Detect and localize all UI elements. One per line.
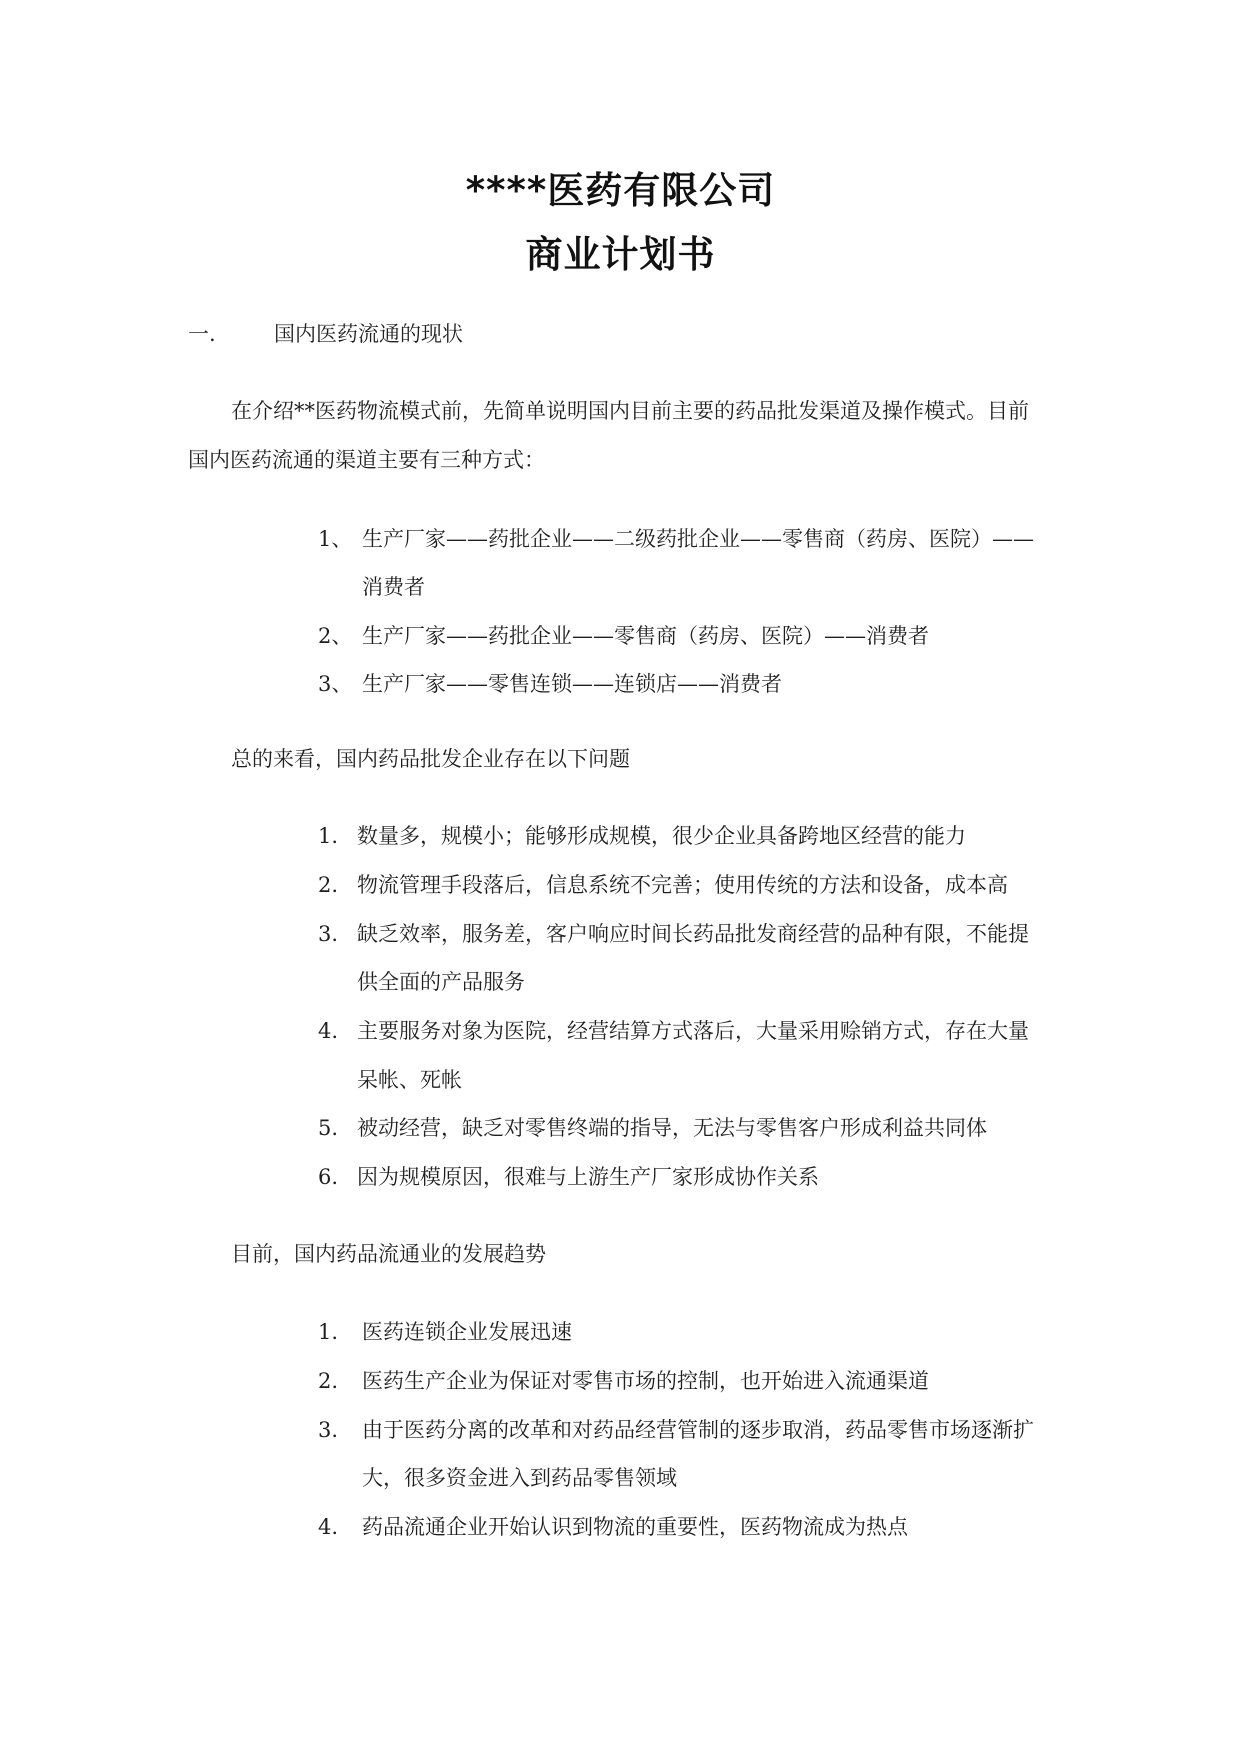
list-item-continuation: 消费者 — [362, 575, 425, 599]
list-item: 数量多，规模小；能够形成规模，很少企业具备跨地区经营的能力 — [357, 824, 966, 848]
list-item-number: 3、 — [318, 672, 353, 696]
section-number: 一. — [188, 322, 216, 346]
list-item-number: 1、 — [318, 527, 353, 551]
list-item: 因为规模原因，很难与上游生产厂家形成协作关系 — [357, 1165, 819, 1189]
list-item: 生产厂家——药批企业——零售商（药房、医院）——消费者 — [362, 624, 929, 648]
list-item-number: 3. — [318, 1418, 339, 1442]
document-title: ****医药有限公司 — [465, 169, 776, 212]
list-item-number: 1. — [318, 1320, 339, 1344]
list-item: 被动经营，缺乏对零售终端的指导，无法与零售客户形成利益共同体 — [357, 1116, 987, 1140]
list-item-number: 5. — [318, 1116, 339, 1140]
list-item-number: 3. — [318, 922, 339, 946]
list-item-number: 6. — [318, 1165, 339, 1189]
list-item-continuation: 供全面的产品服务 — [357, 970, 525, 994]
list-item-number: 4. — [318, 1515, 339, 1539]
list-item: 物流管理手段落后，信息系统不完善；使用传统的方法和设备，成本高 — [357, 873, 1008, 897]
problems-intro: 总的来看，国内药品批发企业存在以下问题 — [231, 747, 630, 771]
list-item: 生产厂家——零售连锁——连锁店——消费者 — [362, 672, 782, 696]
list-item: 医药生产企业为保证对零售市场的控制，也开始进入流通渠道 — [362, 1369, 929, 1393]
intro-paragraph-line: 在介绍**医药物流模式前，先简单说明国内目前主要的药品批发渠道及操作模式。目前 — [231, 399, 1029, 423]
list-item-number: 2. — [318, 1369, 339, 1393]
intro-paragraph-line: 国内医药流通的渠道主要有三种方式： — [188, 448, 545, 472]
list-item-number: 4. — [318, 1019, 339, 1043]
list-item-number: 2. — [318, 873, 339, 897]
list-item: 医药连锁企业发展迅速 — [362, 1320, 572, 1344]
list-item: 主要服务对象为医院，经营结算方式落后，大量采用赊销方式，存在大量 — [357, 1019, 1029, 1043]
list-item-number: 1. — [318, 824, 339, 848]
document-subtitle: 商业计划书 — [525, 233, 716, 276]
list-item: 生产厂家——药批企业——二级药批企业——零售商（药房、医院）—— — [362, 527, 1034, 551]
list-item-continuation: 呆帐、死帐 — [357, 1068, 462, 1092]
list-item: 药品流通企业开始认识到物流的重要性，医药物流成为热点 — [362, 1515, 908, 1539]
list-item-continuation: 大，很多资金进入到药品零售领域 — [362, 1466, 677, 1490]
section-heading: 国内医药流通的现状 — [274, 322, 463, 346]
list-item: 由于医药分离的改革和对药品经营管制的逐步取消，药品零售市场逐渐扩 — [362, 1418, 1034, 1442]
list-item: 缺乏效率，服务差，客户响应时间长药品批发商经营的品种有限，不能提 — [357, 922, 1029, 946]
list-item-number: 2、 — [318, 624, 353, 648]
trends-intro: 目前，国内药品流通业的发展趋势 — [231, 1242, 546, 1266]
